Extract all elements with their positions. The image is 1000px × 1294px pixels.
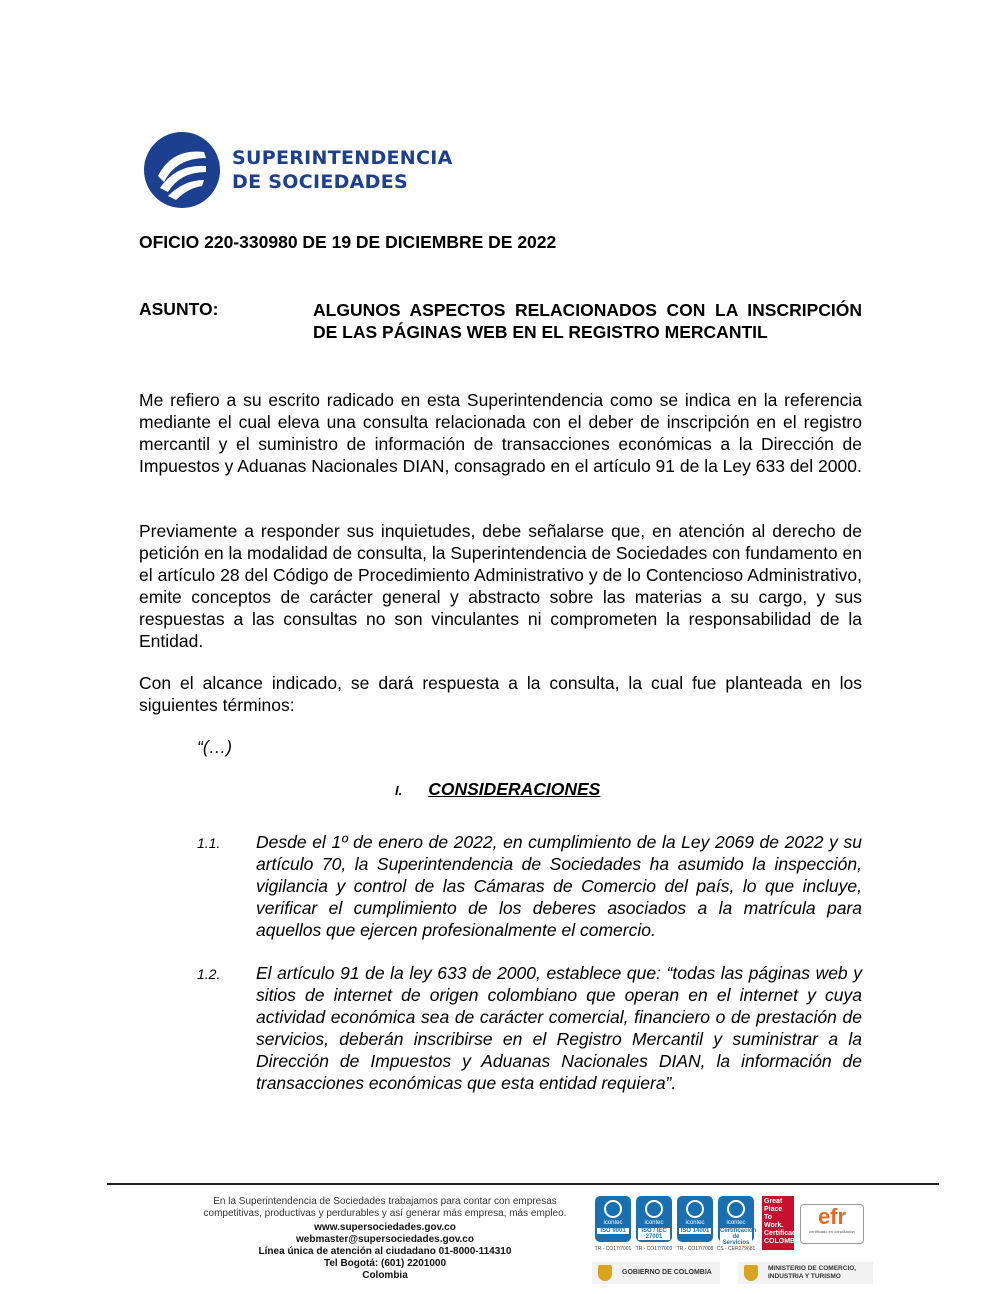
efr-caption: certificado en conciliación	[809, 1229, 855, 1234]
icontec-badge-1	[595, 1196, 631, 1242]
colombia-shield-icon	[744, 1265, 758, 1281]
quote-open: “(…)	[197, 737, 232, 757]
footer-divider	[107, 1183, 939, 1185]
cert-code: TR - CO17/7003	[635, 1246, 673, 1252]
cert-label: ISO / IEC 27001	[638, 1228, 670, 1240]
section-number: I.	[395, 783, 403, 798]
icontec-icon	[645, 1200, 663, 1218]
footer-phone: Tel Bogotá: (601) 2201000	[323, 1258, 447, 1269]
paragraph-3: Con el alcance indicado, se dará respuesta a la consulta, la cual fue planteada en los siguientes términos:	[139, 673, 862, 715]
footer-slogan-line-1: En la Superintendencia de Sociedades trabajamos para contar con empresas	[213, 1196, 557, 1207]
footer-slogan	[180, 1196, 590, 1220]
cert-brand: icontec	[726, 1220, 746, 1226]
cert-brand: icontec	[644, 1220, 664, 1226]
gobierno-colombia-badge	[592, 1262, 720, 1284]
logo-emblem-icon	[142, 130, 222, 210]
cert-brand: icontec	[603, 1220, 623, 1226]
cert-code: CS - CER279681	[716, 1246, 756, 1252]
cert-brand: icontec	[685, 1220, 705, 1226]
logo-line-2: DE SOCIEDADES	[232, 171, 409, 193]
asunto-label: ASUNTO:	[139, 299, 219, 319]
section-heading	[395, 779, 600, 800]
item-number-2: 1.2.	[197, 966, 221, 982]
paragraph-1: Me refiero a su escrito radicado en esta Superintendencia como se indica en la referencia mediante el cual eleva una consulta relacionada con el deber de inscripción en el registro mercantil y el suministro de información de transacciones económicas a la Dirección de Impuestos y Aduanas Nacionales DIAN, consagrado en el artículo 91 de la Ley 633 del 2000.	[139, 390, 862, 476]
superintendencia-logo	[142, 130, 472, 210]
efr-badge	[800, 1204, 864, 1244]
footer-hotline: Línea única de atención al ciudadano 01-8000-114310	[258, 1246, 512, 1257]
icontec-badge-4	[718, 1196, 757, 1246]
footer-contact	[180, 1222, 590, 1282]
document-title: OFICIO 220-330980 DE 19 DE DICIEMBRE DE 2022	[139, 232, 557, 252]
footer-country: Colombia	[362, 1270, 408, 1281]
icontec-icon	[686, 1200, 704, 1218]
paragraph-2: Previamente a responder sus inquietudes, debe señalarse que, en atención al derecho de petición en la modalidad de consulta, la Superintendencia de Sociedades con fundamento en el artículo 28 del Código de Procedimiento Administrativo y de lo Contencioso Administrativo, emite conceptos de carácter general y abstracto sobre las materias a su cargo, y sus respuestas a las consultas no son vinculantes ni comprometen la responsabilidad de la Entidad.	[139, 521, 862, 651]
colombia-shield-icon	[598, 1265, 612, 1281]
asunto-text: ALGUNOS ASPECTOS RELACIONADOS CON LA INSCRIPCIÓN DE LAS PÁGINAS WEB EN EL REGISTRO MERCANTIL	[313, 300, 862, 342]
icontec-icon	[727, 1200, 745, 1218]
gov-label: GOBIERNO DE COLOMBIA	[622, 1269, 712, 1276]
footer-slogan-line-2: competitivas, productivas y perdurables y así generar más empresa, más empleo.	[203, 1208, 567, 1219]
ministerio-badge	[738, 1262, 873, 1284]
cert-label: Certificación de Servicios	[720, 1228, 757, 1246]
cert-label: ISO 14001	[680, 1228, 710, 1234]
footer-website[interactable]: www.supersociedades.gov.co	[314, 1222, 456, 1233]
footer-email[interactable]: webmaster@supersociedades.gov.co	[296, 1234, 474, 1245]
item-number-1: 1.1.	[197, 835, 221, 851]
item-text-1: Desde el 1º de enero de 2022, en cumplimiento de la Ley 2069 de 2022 y su artículo 70, la Superintendencia de Sociedades ha asumido la inspección, vigilancia y control de las Cámaras de Comercio del país, lo que incluye, verificar el cumplimiento de los deberes asociados a la matrícula para aquellos que ejercen profesionalmente el comercio.	[256, 832, 862, 940]
cert-code: TR - CO17/7008	[676, 1246, 714, 1252]
icontec-icon	[604, 1200, 622, 1218]
section-title: CONSIDERACIONES	[428, 779, 601, 799]
ministry-line-1: MINISTERIO DE COMERCIO,	[768, 1265, 857, 1272]
logo-line-1: SUPERINTENDENCIA	[232, 147, 453, 169]
efr-logo: efr	[817, 1204, 847, 1229]
item-text-2: El artículo 91 de la ley 633 de 2000, establece que: “todas las páginas web y sitios de internet de origen colombiano que operan en el internet y cuya actividad económica sea de carácter comercial, financiero o de prestación de servicios, deberán inscribirse en el Registro Mercantil y suministrar a la Dirección de Impuestos y Aduanas Nacionales DIAN, la información de transacciones económicas que esta entidad requiera”.	[256, 963, 862, 1093]
ministry-line-2: INDUSTRIA Y TURISMO	[768, 1273, 841, 1280]
icontec-badge-2	[636, 1196, 672, 1242]
great-place-to-work-badge: Great Place To Work. Certificado COLOMBIA	[762, 1196, 794, 1250]
cert-code: TR - CO17/7001	[594, 1246, 632, 1252]
cert-label: ISO 9001	[597, 1228, 629, 1234]
icontec-badge-3	[677, 1196, 713, 1242]
